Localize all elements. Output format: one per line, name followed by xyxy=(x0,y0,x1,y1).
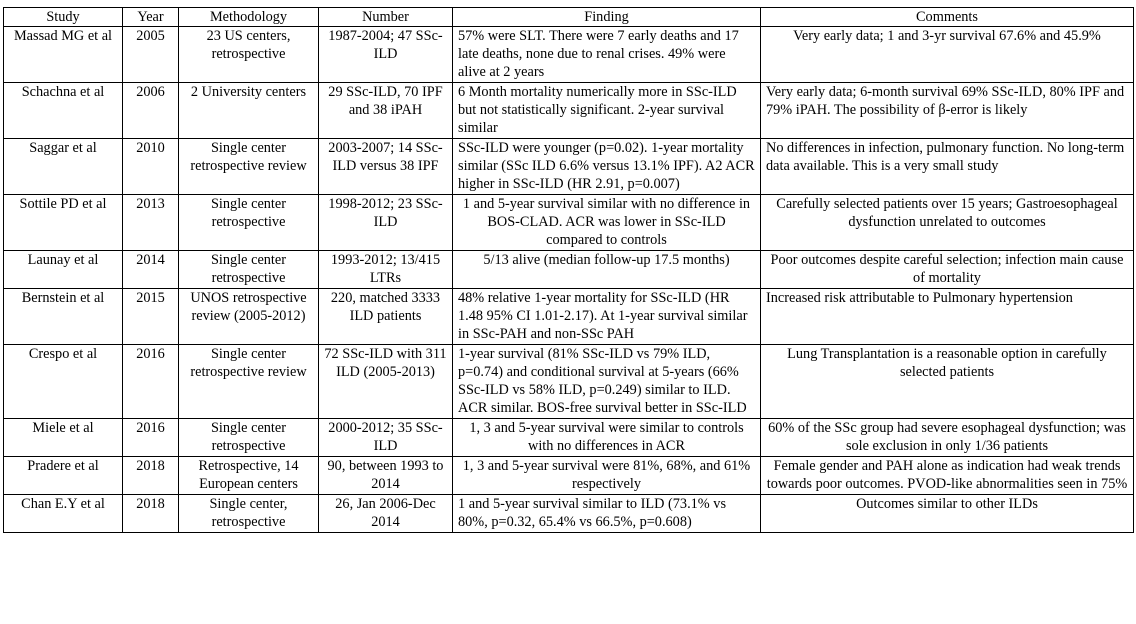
cell-study: Massad MG et al xyxy=(4,27,123,83)
cell-methodology: Retrospective, 14 European centers xyxy=(179,457,319,495)
header-finding: Finding xyxy=(453,8,761,27)
cell-study: Crespo et al xyxy=(4,345,123,419)
cell-methodology: UNOS retrospective review (2005-2012) xyxy=(179,289,319,345)
header-year: Year xyxy=(123,8,179,27)
cell-number: 220, matched 3333 ILD patients xyxy=(319,289,453,345)
cell-methodology: 23 US centers, retrospective xyxy=(179,27,319,83)
cell-comments: 60% of the SSc group had severe esophageal dysfunction; was sole exclusion in only 1/36 patients xyxy=(761,419,1134,457)
cell-study: Saggar et al xyxy=(4,139,123,195)
table-row xyxy=(4,419,1134,457)
table-row xyxy=(4,195,1134,251)
table-row xyxy=(4,139,1134,195)
cell-finding: 5/13 alive (median follow-up 17.5 months) xyxy=(453,251,761,289)
studies-table xyxy=(3,7,1134,533)
cell-study: Pradere et al xyxy=(4,457,123,495)
table-row xyxy=(4,251,1134,289)
cell-year: 2005 xyxy=(123,27,179,83)
table-row xyxy=(4,27,1134,83)
header-row xyxy=(4,8,1134,27)
cell-methodology: Single center retrospective xyxy=(179,195,319,251)
cell-comments: Lung Transplantation is a reasonable option in carefully selected patients xyxy=(761,345,1134,419)
cell-methodology: Single center retrospective review xyxy=(179,345,319,419)
cell-number: 2003-2007; 14 SSc-ILD versus 38 IPF xyxy=(319,139,453,195)
cell-number: 2000-2012; 35 SSc-ILD xyxy=(319,419,453,457)
table-row xyxy=(4,83,1134,139)
table-row xyxy=(4,345,1134,419)
cell-finding: 57% were SLT. There were 7 early deaths and 17 late deaths, none due to renal crises. 49% were alive at 2 years xyxy=(453,27,761,83)
cell-comments: Carefully selected patients over 15 years; Gastroesophageal dysfunction unrelated to outcomes xyxy=(761,195,1134,251)
cell-methodology: Single center, retrospective xyxy=(179,495,319,533)
cell-year: 2018 xyxy=(123,495,179,533)
cell-comments: No differences in infection, pulmonary function. No long-term data available. This is a very small study xyxy=(761,139,1134,195)
cell-finding: 1 and 5-year survival similar to ILD (73.1% vs 80%, p=0.32, 65.4% vs 66.5%, p=0.608) xyxy=(453,495,761,533)
cell-comments: Very early data; 6-month survival 69% SSc-ILD, 80% IPF and 79% iPAH. The possibility of β-error is likely xyxy=(761,83,1134,139)
table-row xyxy=(4,289,1134,345)
cell-number: 72 SSc-ILD with 311 ILD (2005-2013) xyxy=(319,345,453,419)
cell-finding: 1 and 5-year survival similar with no difference in BOS-CLAD. ACR was lower in SSc-ILD compared to controls xyxy=(453,195,761,251)
cell-comments: Female gender and PAH alone as indication had weak trends towards poor outcomes. PVOD-like abnormalities seen in 75% xyxy=(761,457,1134,495)
cell-comments: Increased risk attributable to Pulmonary hypertension xyxy=(761,289,1134,345)
cell-study: Miele et al xyxy=(4,419,123,457)
cell-methodology: Single center retrospective xyxy=(179,251,319,289)
cell-number: 29 SSc-ILD, 70 IPF and 38 iPAH xyxy=(319,83,453,139)
cell-study: Launay et al xyxy=(4,251,123,289)
cell-finding: 48% relative 1-year mortality for SSc-ILD (HR 1.48 95% CI 1.01-2.17). At 1-year survival similar in SSc-PAH and non-SSc PAH xyxy=(453,289,761,345)
table-row xyxy=(4,495,1134,533)
cell-number: 1987-2004; 47 SSc-ILD xyxy=(319,27,453,83)
cell-year: 2018 xyxy=(123,457,179,495)
cell-year: 2016 xyxy=(123,419,179,457)
cell-methodology: Single center retrospective xyxy=(179,419,319,457)
cell-number: 26, Jan 2006-Dec 2014 xyxy=(319,495,453,533)
cell-finding: SSc-ILD were younger (p=0.02). 1-year mortality similar (SSc ILD 6.6% versus 13.1% IPF). A2 ACR higher in SSc-ILD (HR 2.91, p=0.007) xyxy=(453,139,761,195)
cell-finding: 1-year survival (81% SSc-ILD vs 79% ILD, p=0.74) and conditional survival at 5-years (66% SSc-ILD vs 58% ILD, p=0.249) similar to ILD. ACR similar. BOS-free survival better in SSc-ILD xyxy=(453,345,761,419)
cell-number: 1993-2012; 13/415 LTRs xyxy=(319,251,453,289)
header-comments: Comments xyxy=(761,8,1134,27)
cell-number: 90, between 1993 to 2014 xyxy=(319,457,453,495)
cell-year: 2010 xyxy=(123,139,179,195)
cell-year: 2013 xyxy=(123,195,179,251)
header-methodology: Methodology xyxy=(179,8,319,27)
cell-study: Chan E.Y et al xyxy=(4,495,123,533)
header-study: Study xyxy=(4,8,123,27)
cell-year: 2006 xyxy=(123,83,179,139)
cell-comments: Very early data; 1 and 3-yr survival 67.6% and 45.9% xyxy=(761,27,1134,83)
cell-finding: 1, 3 and 5-year survival were 81%, 68%, and 61% respectively xyxy=(453,457,761,495)
cell-finding: 6 Month mortality numerically more in SSc-ILD but not statistically significant. 2-year survival similar xyxy=(453,83,761,139)
cell-year: 2016 xyxy=(123,345,179,419)
cell-study: Bernstein et al xyxy=(4,289,123,345)
cell-methodology: Single center retrospective review xyxy=(179,139,319,195)
cell-methodology: 2 University centers xyxy=(179,83,319,139)
cell-finding: 1, 3 and 5-year survival were similar to controls with no differences in ACR xyxy=(453,419,761,457)
cell-year: 2015 xyxy=(123,289,179,345)
cell-study: Sottile PD et al xyxy=(4,195,123,251)
table-row xyxy=(4,457,1134,495)
header-number: Number xyxy=(319,8,453,27)
cell-number: 1998-2012; 23 SSc-ILD xyxy=(319,195,453,251)
cell-study: Schachna et al xyxy=(4,83,123,139)
cell-comments: Outcomes similar to other ILDs xyxy=(761,495,1134,533)
cell-year: 2014 xyxy=(123,251,179,289)
cell-comments: Poor outcomes despite careful selection; infection main cause of mortality xyxy=(761,251,1134,289)
